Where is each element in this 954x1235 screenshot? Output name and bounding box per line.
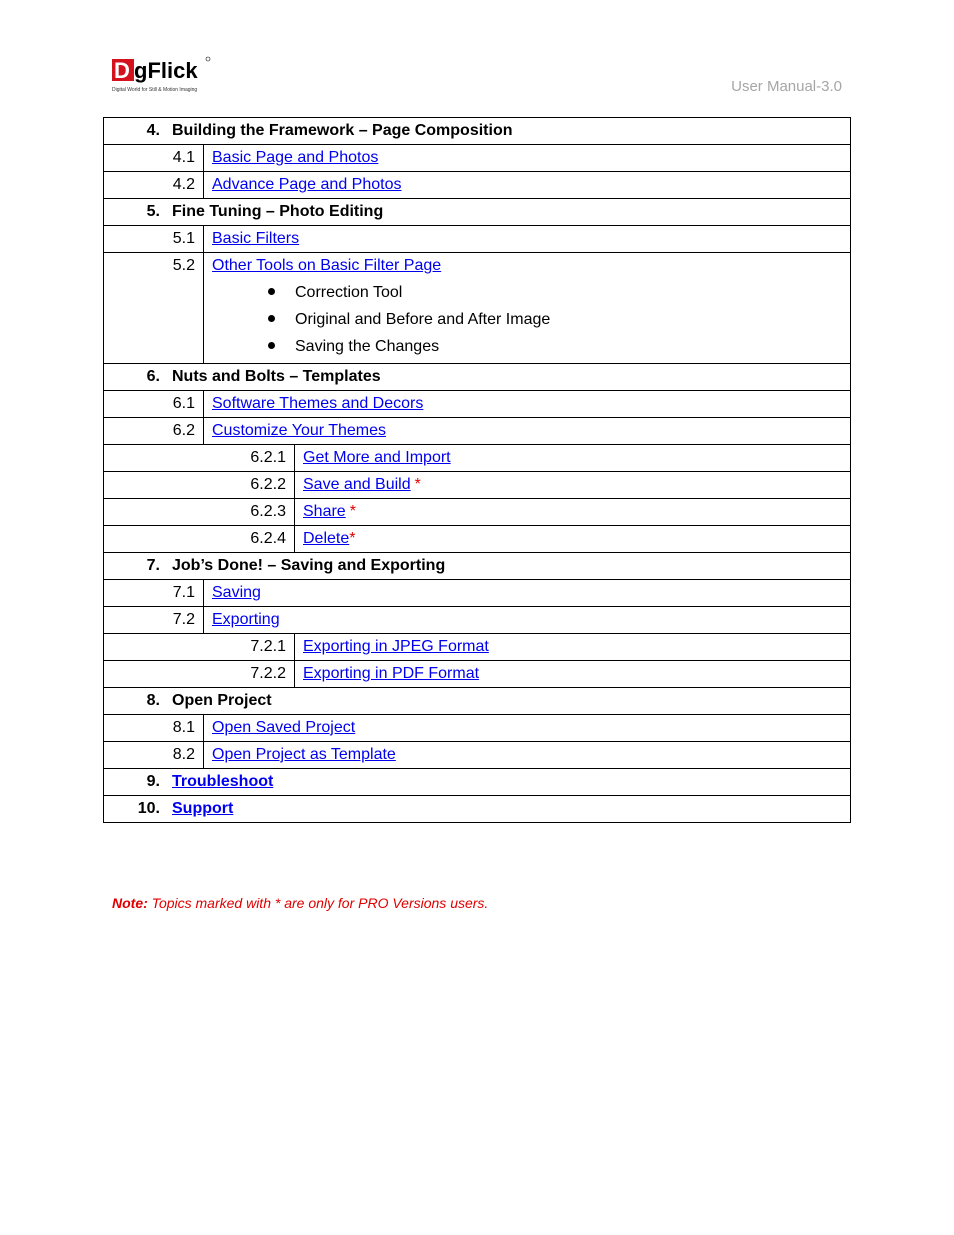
item-number: 5.1	[104, 226, 204, 252]
link-get-more-and-import[interactable]: Get More and Import	[303, 449, 451, 466]
toc-item-7-2-2	[104, 660, 850, 687]
item-number: 6.2.1	[104, 445, 295, 471]
link-share[interactable]: Share	[303, 503, 346, 520]
item-number: 6.2.3	[104, 499, 295, 525]
section-title: Nuts and Bolts – Templates	[172, 368, 381, 385]
item-number: 7.2.2	[104, 661, 295, 687]
item-number: 6.2	[104, 418, 204, 444]
section-number: 9.	[146, 773, 160, 790]
item-number: 6.2.4	[104, 526, 295, 552]
toc-item-5-2	[104, 252, 850, 363]
bullet-icon	[268, 288, 275, 295]
toc-item-6-2-2	[104, 471, 850, 498]
item-number: 5.2	[104, 253, 204, 363]
toc-item-7-2	[104, 606, 850, 633]
item-number: 4.2	[104, 172, 204, 198]
toc-section-8	[104, 687, 850, 714]
link-other-tools-on-basic-filter-page[interactable]: Other Tools on Basic Filter Page	[212, 257, 442, 274]
toc-section-4	[104, 118, 850, 144]
section-number: 4.	[146, 122, 160, 139]
note-text: Topics marked with * are only for PRO Versions users.	[147, 895, 489, 911]
section-title: Open Project	[172, 692, 272, 709]
section-title: Fine Tuning – Photo Editing	[172, 203, 384, 220]
toc-item-6-2-4	[104, 525, 850, 552]
bullet-icon	[268, 342, 275, 349]
toc-section-5	[104, 198, 850, 225]
toc-item-7-2-1	[104, 633, 850, 660]
toc-item-5-1	[104, 225, 850, 252]
toc-section-7	[104, 552, 850, 579]
section-number: 10.	[137, 800, 160, 817]
pro-note	[112, 895, 488, 911]
section-number: 7.	[146, 557, 160, 574]
link-support[interactable]: Support	[172, 800, 234, 817]
toc-item-6-1	[104, 390, 850, 417]
toc-item-8-2	[104, 741, 850, 768]
link-exporting[interactable]: Exporting	[212, 611, 280, 628]
item-number: 4.1	[104, 145, 204, 171]
link-open-project-as-template[interactable]: Open Project as Template	[212, 746, 396, 763]
item-number: 7.2	[104, 607, 204, 633]
section-number: 8.	[146, 692, 160, 709]
bullet-icon	[268, 315, 275, 322]
link-basic-filters[interactable]: Basic Filters	[212, 230, 300, 247]
pro-star-marker: *	[349, 503, 356, 520]
toc-item-4-1	[104, 144, 850, 171]
link-saving[interactable]: Saving	[212, 584, 261, 601]
item-number: 7.1	[104, 580, 204, 606]
toc-item-6-2	[104, 417, 850, 444]
section-number: 6.	[146, 368, 160, 385]
toc-item-4-2	[104, 171, 850, 198]
link-software-themes-and-decors[interactable]: Software Themes and Decors	[212, 395, 424, 412]
section-title: Job’s Done! – Saving and Exporting	[172, 557, 446, 574]
toc-table	[103, 117, 851, 823]
link-open-saved-project[interactable]: Open Saved Project	[212, 719, 356, 736]
toc-section-10	[104, 795, 850, 822]
toc-item-7-1	[104, 579, 850, 606]
bullet-list	[212, 279, 850, 360]
note-prefix: Note:	[112, 895, 148, 911]
link-exporting-in-jpeg-format[interactable]: Exporting in JPEG Format	[303, 638, 489, 655]
link-delete[interactable]: Delete	[303, 530, 350, 547]
dgflick-logo	[112, 55, 212, 95]
list-item: Original and Before and After Image	[212, 306, 850, 333]
toc-section-9	[104, 768, 850, 795]
section-number: 5.	[146, 203, 160, 220]
section-title: Building the Framework – Page Composition	[172, 122, 513, 139]
item-number: 8.1	[104, 715, 204, 741]
link-exporting-in-pdf-format[interactable]: Exporting in PDF Format	[303, 665, 480, 682]
item-number: 6.2.2	[104, 472, 295, 498]
logo-tagline: Digital World for Still & Motion Imaging	[112, 87, 198, 93]
svg-text:D: D	[114, 58, 130, 83]
list-item: Correction Tool	[212, 279, 850, 306]
toc-item-6-2-3	[104, 498, 850, 525]
toc-item-6-2-1	[104, 444, 850, 471]
link-troubleshoot[interactable]: Troubleshoot	[172, 773, 274, 790]
link-customize-your-themes[interactable]: Customize Your Themes	[212, 422, 387, 439]
manual-version-label: User Manual-3.0	[731, 78, 842, 95]
list-item: Saving the Changes	[212, 333, 850, 360]
toc-item-8-1	[104, 714, 850, 741]
link-advance-page-and-photos[interactable]: Advance Page and Photos	[212, 176, 402, 193]
item-number: 7.2.1	[104, 634, 295, 660]
pro-star-marker: *	[349, 530, 356, 547]
item-number: 6.1	[104, 391, 204, 417]
link-basic-page-and-photos[interactable]: Basic Page and Photos	[212, 149, 379, 166]
link-save-and-build[interactable]: Save and Build	[303, 476, 411, 493]
toc-section-6	[104, 363, 850, 390]
item-number: 8.2	[104, 742, 204, 768]
pro-star-marker: *	[414, 476, 421, 493]
logo-text: gFlick	[134, 58, 198, 83]
